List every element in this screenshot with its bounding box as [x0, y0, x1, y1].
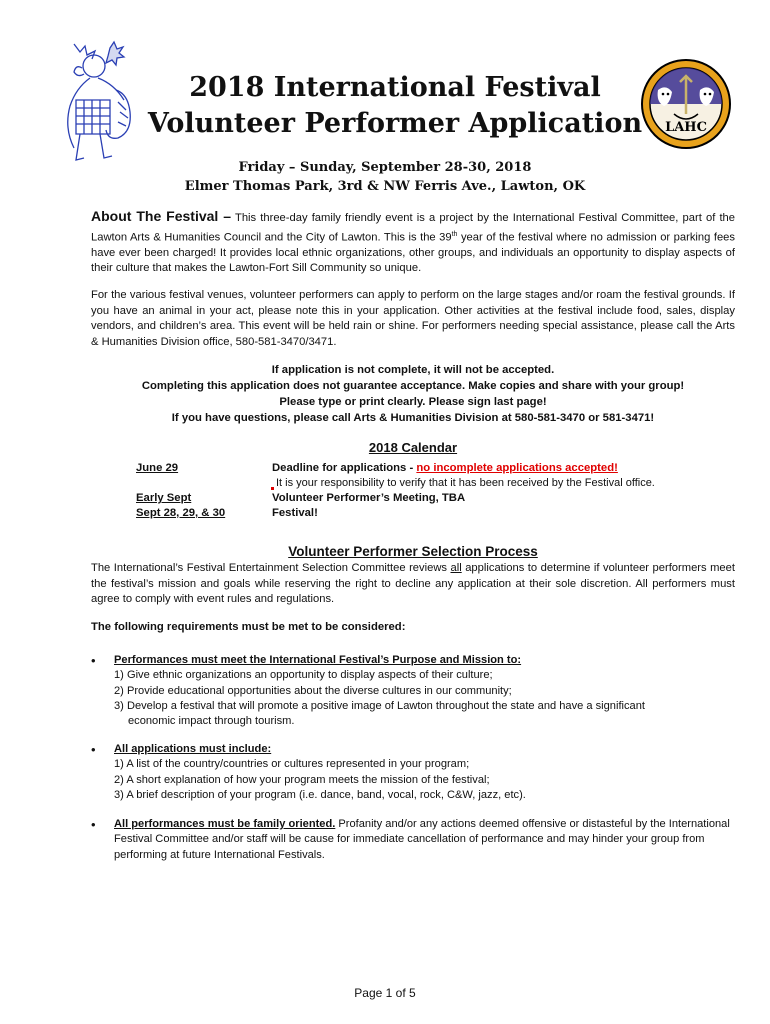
notice-line: Please type or print clearly. Please sign last page! — [279, 396, 547, 408]
venues-paragraph: For the various festival venues, volunteer performers can apply to perform on the large stages and/or roam the festival grounds. If you have an animal in your act, please note this in your application. Other activities at the festival include food, sales, display vendors, and children’s area. This event will be held rain or shine. For performers needing special assistance, please call the Arts & Humanities Division office, 580-581-3470/3471. — [91, 289, 735, 348]
requirement-heading: All performances must be family oriented. — [114, 818, 336, 830]
about-paragraph — [91, 209, 735, 277]
requirement-2 — [114, 742, 734, 803]
requirement-item: 2) Provide educational opportunities about the diverse cultures in our community; — [114, 684, 512, 697]
notice-line: If you have questions, please call Arts & Humanities Division at 580-581-3470 or 581-3471! — [171, 412, 655, 424]
requirement-item: 1) A list of the country/countries or cultures represented in your program; — [114, 758, 470, 771]
requirement-heading: Performances must meet the International Festival’s Purpose and Mission to: — [114, 654, 522, 666]
about-text-1: This three-day family friendly event is a project by the International Festival Committee, part of the Lawton Arts & Humanities Council and the City of Lawton. This is the 39 — [91, 212, 735, 244]
calendar-date-festival: Sept 28, 29, & 30 — [136, 507, 226, 519]
requirement-3 — [114, 817, 734, 863]
title-line-2: Volunteer Performer Application — [147, 108, 643, 139]
calendar-festival: Festival! — [272, 507, 318, 519]
requirement-item: 1) Give ethnic organizations an opportunity to display aspects of their culture; — [114, 669, 493, 682]
festival-figure-logo — [60, 38, 132, 166]
page-number: Page 1 of 5 — [354, 986, 416, 1000]
deadline-text: Deadline for applications - — [272, 462, 417, 474]
selection-paragraph — [91, 561, 735, 608]
requirement-1 — [114, 653, 734, 729]
logo-text: LAHC — [665, 120, 707, 135]
calendar-date-deadline: June 29 — [136, 462, 179, 474]
requirement-item: economic impact through tourism. — [128, 715, 295, 728]
notice-line: If application is not complete, it will not be accepted. — [271, 364, 555, 376]
about-text-2: year of the festival where no admission or parking fees have ever been charged! It provides local ethnic organizations, other groups, and individuals an opportunity to display aspects of their culture that makes the Lawton-Fort Sill Community so unique. — [91, 231, 735, 275]
calendar-title: 2018 Calendar — [368, 440, 458, 455]
calendar-meeting: Volunteer Performer’s Meeting, TBA — [272, 492, 466, 504]
requirement-item: 2) A short explanation of how your program meets the mission of the festival; — [114, 773, 490, 786]
selection-text-b: applications to determine if volunteer performers meet the festival’s mission and goals while reserving the right to decline any application at their sole discretion. All performers must agree to comply with event rules and regulations. — [91, 562, 735, 605]
bullet-icon: • — [91, 742, 96, 757]
notice-block — [91, 362, 735, 426]
deadline-note: It is your responsibility to verify that it has been received by the Festival office. — [276, 477, 655, 489]
selection-text-a: The International’s Festival Entertainment Selection Committee reviews — [91, 562, 451, 574]
selection-title: Volunteer Performer Selection Process — [288, 544, 538, 559]
bullet-icon: • — [91, 817, 96, 832]
calendar-deadline — [272, 462, 618, 474]
calendar-date-meeting: Early Sept — [136, 492, 192, 504]
bullet-icon: • — [91, 653, 96, 668]
notice-line: Completing this application does not guarantee acceptance. Make copies and share with your group! — [141, 380, 685, 392]
about-lead: About The Festival – — [91, 208, 232, 224]
subtitle-dates: Friday – Sunday, September 28-30, 2018 — [238, 160, 532, 175]
requirements-heading: The following requirements must be met to be considered: — [91, 621, 406, 633]
requirement-heading: All applications must include: — [114, 743, 272, 755]
requirement-item: 3) Develop a festival that will promote a positive image of Lawton throughout the state and have a significant — [114, 699, 645, 712]
title-line-1: 2018 International Festival — [189, 72, 601, 103]
selection-all: all — [450, 562, 462, 574]
red-marker — [271, 487, 274, 490]
deadline-warning: no incomplete applications accepted! — [416, 462, 618, 474]
requirement-text: Profanity and/or any actions deemed offensive or distasteful by the International Festival Committee and/or staff will be cause for immediate cancellation of performance and may hinder your group from performing at future International Festivals. — [114, 818, 730, 861]
about-sup: th — [451, 230, 458, 238]
subtitle-location: Elmer Thomas Park, 3rd & NW Ferris Ave., Lawton, OK — [184, 179, 586, 194]
requirement-item: 3) A brief description of your program (i.e. dance, band, vocal, rock, C&W, jazz, etc). — [114, 788, 526, 801]
